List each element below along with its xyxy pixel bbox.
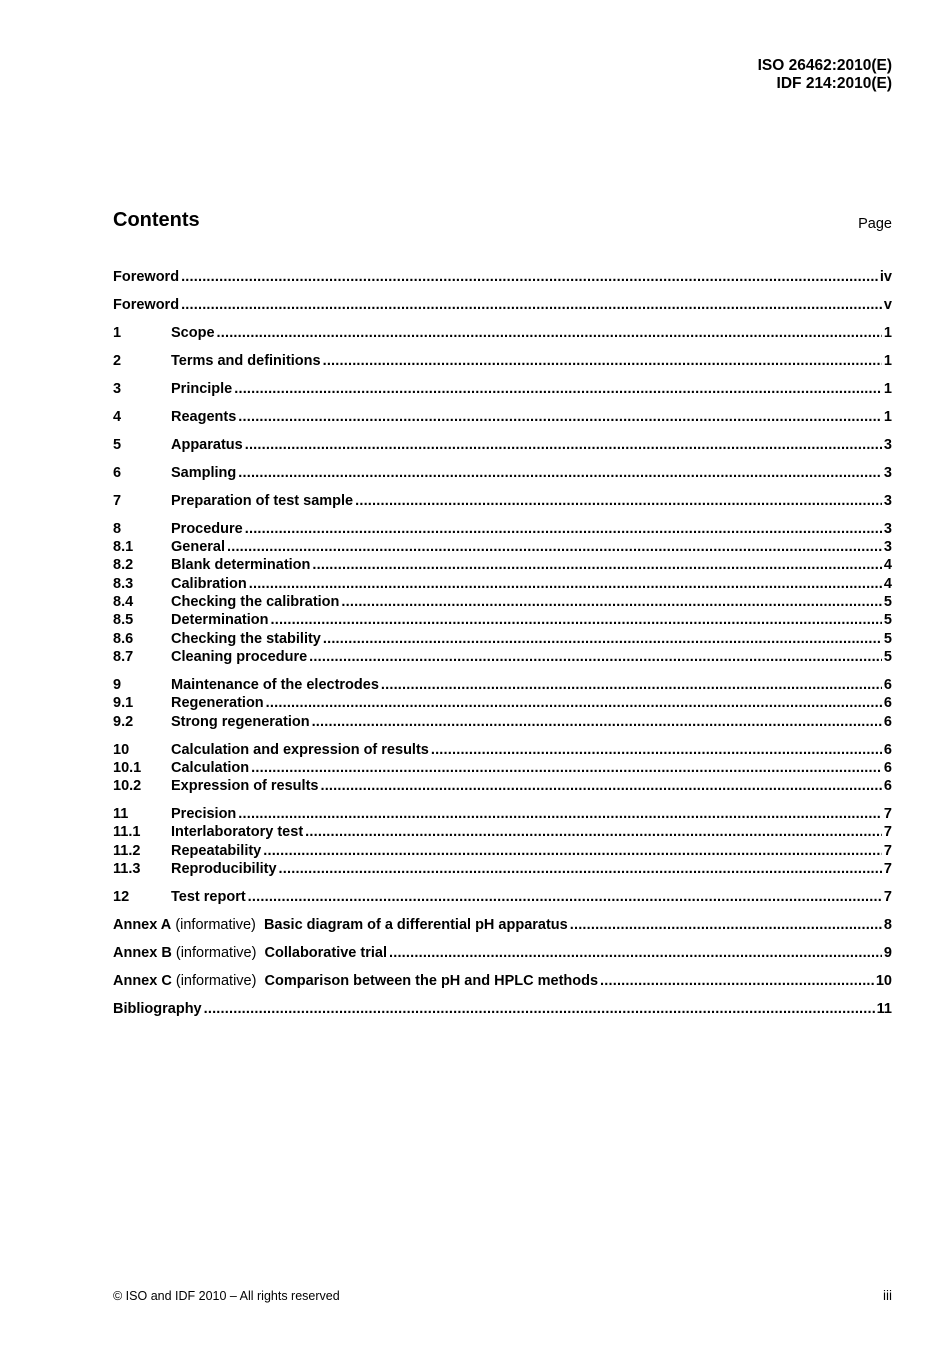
toc-entry-title: Expression of results [171,778,319,795]
dot-leader [309,649,882,665]
toc-entry-8-7[interactable] [113,649,892,667]
toc-entry-title: Regeneration [171,695,264,712]
toc-entry-page: 5 [883,612,892,629]
toc-entry-6[interactable] [113,465,892,483]
dot-leader [238,465,882,481]
toc-entry-title: Reagents [171,408,237,425]
dot-leader [234,381,882,397]
toc-entry-page: 5 [883,648,892,665]
dot-leader [227,539,882,555]
toc-entry-page: 3 [883,492,892,509]
toc-entry-number: 8.6 [113,630,134,647]
toc-entry-number: 5 [113,436,122,453]
toc-entry-page: 4 [883,557,892,574]
toc-entry-number: 10.2 [113,778,142,795]
dot-leader [431,742,882,758]
dot-leader [312,714,882,730]
annex-type: (informative) [175,944,257,961]
toc-annex-c[interactable] [113,973,892,991]
toc-entry-10-1[interactable] [113,760,892,778]
toc-entry-page: 7 [883,824,892,841]
dot-leader [245,437,882,453]
header-iso-number: ISO 26462:2010(E) [757,57,892,74]
dot-leader [245,521,882,537]
toc-entry-number: 11.3 [113,860,141,877]
toc-entry-number: 9.2 [113,713,134,730]
toc-entry-page: 6 [883,759,892,776]
toc-entry-11-1[interactable] [113,824,892,842]
toc-entry-5[interactable] [113,437,892,455]
dot-leader [181,269,878,285]
toc-annex-b[interactable] [113,945,892,963]
toc-entry-title: Bibliography [113,1000,202,1017]
toc-entry-title: Preparation of test sample [171,492,354,509]
toc-entry-title: Precision [171,806,237,823]
table-of-contents [113,269,892,1019]
dot-leader [355,493,882,509]
toc-bibliography[interactable] [113,1001,892,1019]
toc-entry-number: 8.5 [113,612,134,629]
toc-entry-number: 10.1 [113,759,142,776]
toc-entry-9[interactable] [113,677,892,695]
toc-entry-title: Repeatability [171,842,262,859]
dot-leader [263,843,882,859]
toc-entry-number: 9 [113,676,122,693]
toc-entry-4[interactable] [113,409,892,427]
toc-entry-number: 7 [113,492,122,509]
toc-entry-page: 7 [883,806,892,823]
toc-entry-title: Blank determination [171,557,311,574]
toc-entry-page: 5 [883,594,892,611]
toc-entry-title: Sampling [171,464,237,481]
toc-entry-9-1[interactable] [113,695,892,713]
toc-entry-number: 6 [113,464,122,481]
annex-label: Annex C [113,972,172,989]
dot-leader [320,778,881,794]
toc-entry-number: 3 [113,380,122,397]
toc-entry-page: v [883,296,892,313]
dot-leader [204,1001,875,1017]
toc-entry-8-1[interactable] [113,539,892,557]
dot-leader [238,806,882,822]
toc-entry-10[interactable] [113,742,892,760]
toc-entry-title: Test report [171,888,246,905]
toc-entry-9-2[interactable] [113,714,892,732]
toc-entry-1[interactable] [113,325,892,343]
toc-entry-page: 7 [883,842,892,859]
dot-leader [389,945,882,961]
toc-entry-11-3[interactable] [113,861,892,879]
toc-entry-number: 8 [113,520,122,537]
document-header [758,57,892,93]
toc-entry-page: 3 [883,436,892,453]
dot-leader [238,409,882,425]
toc-entry-7[interactable] [113,493,892,511]
dot-leader [279,861,882,877]
toc-entry-title: Calculation [171,759,250,776]
annex-type: (informative) [175,916,256,933]
toc-entry-foreword-v[interactable] [113,297,892,315]
toc-entry-number: 1 [113,324,122,341]
toc-entry-number: 11.1 [113,824,141,841]
toc-entry-title: Terms and definitions [171,352,321,369]
toc-entry-page: 6 [883,778,892,795]
toc-entry-page: 4 [883,575,892,592]
toc-entry-page: 9 [883,944,892,961]
toc-entry-page: 11 [876,1000,892,1017]
toc-entry-number: 8.2 [113,557,134,574]
dot-leader [323,353,882,369]
toc-entry-title: Checking the stability [171,630,321,647]
toc-entry-10-2[interactable] [113,778,892,796]
toc-entry-title: Determination [171,612,269,629]
toc-entry-8[interactable] [113,521,892,539]
toc-entry-page: 1 [883,380,892,397]
toc-entry-title: Foreword [113,269,180,285]
toc-entry-number: 4 [113,408,122,425]
toc-entry-number: 9.1 [113,695,134,712]
toc-entry-title: Scope [171,324,215,341]
toc-entry-title: Procedure [171,520,243,537]
toc-entry-number: 8.1 [113,539,134,556]
toc-entry-8-4[interactable] [113,594,892,612]
toc-entry-number: 11 [113,806,129,823]
dot-leader [341,594,882,610]
dot-leader [217,325,882,341]
toc-entry-foreword-iv[interactable] [113,269,892,287]
toc-entry-3[interactable] [113,381,892,399]
dot-leader [251,760,882,776]
toc-entry-11[interactable] [113,806,892,824]
toc-entry-8-6[interactable] [113,631,892,649]
toc-entry-page: 7 [883,860,892,877]
toc-entry-page: 6 [883,676,892,693]
toc-entry-title: Principle [171,380,233,397]
page-column-label: Page [858,216,892,232]
dot-leader [266,695,882,711]
dot-leader [181,297,882,313]
dot-leader [248,889,882,905]
toc-entry-8-5[interactable] [113,612,892,630]
dot-leader [271,612,882,628]
toc-entry-page: 3 [883,464,892,481]
dot-leader [323,631,882,647]
toc-entry-title: Calibration [171,575,247,592]
annex-label: Annex A [113,916,172,933]
toc-entry-title: Interlaboratory test [171,824,304,841]
toc-entry-number: 8.7 [113,648,134,665]
toc-entry-number: 12 [113,888,130,905]
toc-entry-2[interactable] [113,353,892,371]
annex-title: Comparison between the pH and HPLC methods [264,972,599,989]
toc-entry-title: General [171,539,225,556]
toc-entry-page: 6 [883,695,892,712]
toc-entry-number: 8.4 [113,594,134,611]
annex-title: Basic diagram of a differential pH apparatus [263,916,568,933]
toc-entry-title: Strong regeneration [171,713,310,730]
annex-title: Collaborative trial [264,944,387,961]
toc-entry-page: 6 [883,713,892,730]
dot-leader [381,677,882,693]
annex-label: Annex B [113,944,172,961]
toc-entry-number: 8.3 [113,575,134,592]
toc-entry-8-3[interactable] [113,576,892,594]
toc-entry-title: Apparatus [171,436,243,453]
toc-entry-page: 1 [883,324,892,341]
toc-entry-page: 1 [883,408,892,425]
toc-entry-11-2[interactable] [113,843,892,861]
toc-entry-title: Checking the calibration [171,594,340,611]
toc-entry-page: 6 [883,741,892,758]
toc-entry-number: 10 [113,741,130,758]
dot-leader [600,973,874,989]
footer-copyright: © ISO and IDF 2010 – All rights reserved [113,1289,340,1303]
annex-type: (informative) [175,972,257,989]
toc-annex-a[interactable] [113,917,892,935]
toc-entry-page: iv [879,269,892,285]
dot-leader [312,557,882,573]
toc-entry-page: 3 [883,520,892,537]
dot-leader [305,824,882,840]
toc-entry-page: 7 [883,888,892,905]
header-idf-number: IDF 214:2010(E) [776,75,892,92]
toc-entry-8-2[interactable] [113,557,892,575]
dot-leader [570,917,882,933]
toc-entry-12[interactable] [113,889,892,907]
toc-entry-title: Foreword [113,296,180,313]
toc-entry-number: 2 [113,352,122,369]
dot-leader [249,576,882,592]
page-title: Contents [113,209,200,231]
toc-entry-page: 10 [875,972,892,989]
toc-entry-page: 5 [883,630,892,647]
toc-entry-page: 1 [883,352,892,369]
toc-entry-title: Maintenance of the electrodes [171,676,379,693]
toc-entry-number: 11.2 [113,842,141,859]
toc-entry-page: 3 [883,539,892,556]
toc-entry-title: Cleaning procedure [171,648,308,665]
toc-entry-title: Calculation and expression of results [171,741,429,758]
toc-entry-title: Reproducibility [171,860,277,877]
footer-page-number: iii [883,1288,892,1303]
toc-entry-page: 8 [883,916,892,933]
